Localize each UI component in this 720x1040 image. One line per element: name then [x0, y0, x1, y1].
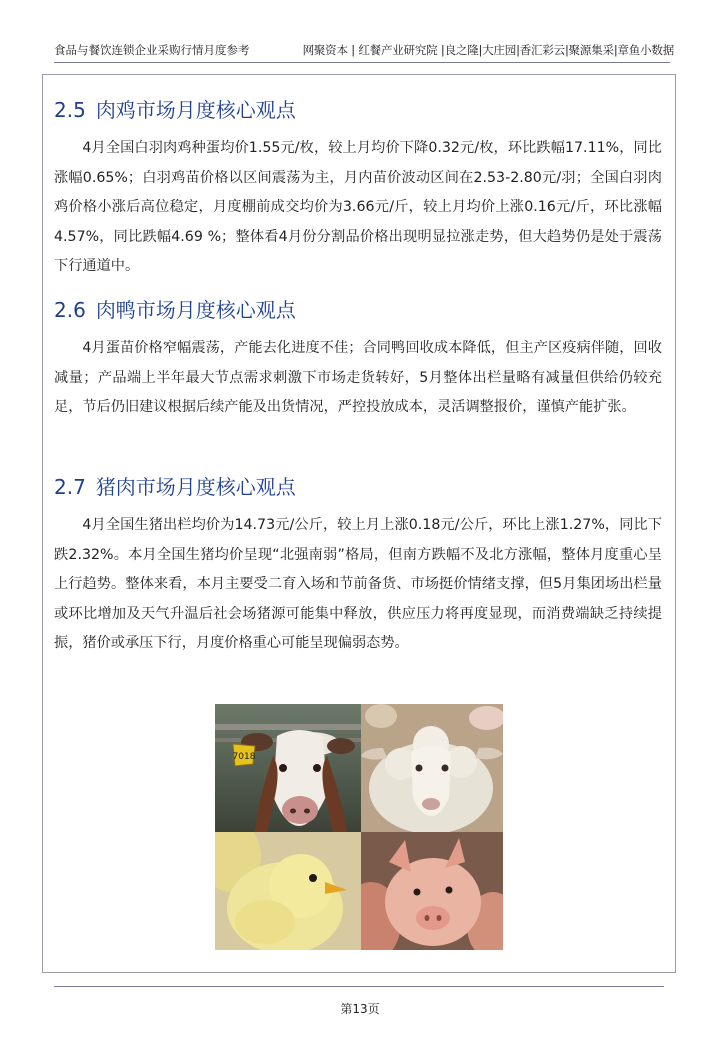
cow-photo: [215, 704, 361, 832]
header-left-title: 食品与餐饮连锁企业采购行情月度参考: [54, 43, 250, 57]
page-header: [54, 40, 674, 62]
chick-photo: [215, 832, 361, 950]
section-title: 肉鸡市场月度核心观点: [95, 98, 296, 122]
pig-photo: [361, 832, 503, 950]
sheep-photo: [361, 704, 503, 832]
section-heading-duck: [54, 294, 296, 323]
section-heading-pork: [54, 471, 296, 500]
livestock-photo-collage: [215, 704, 503, 950]
section-heading-broiler: [54, 94, 296, 123]
section-paragraph-pork: 4月全国生猪出栏均价为14.73元/公斤，较上月上涨0.18元/公斤，环比上涨1.27%，同比下跌2.32%。本月全国生猪均价呈现“北强南弱”格局，但南方跌幅不及北方涨幅，整体月度重心呈上行趋势。整体来看，本月主要受二育入场和节前备货、市场挺价情绪支撑，但5月集团场出栏量或环比增加及天气升温后社会场猪源可能集中释放，供应压力将再度显现，而消费端缺乏持续提振，猪价或承压下行，月度价格重心可能呈现偏弱态势。: [54, 517, 662, 651]
ear-tag-number: 7018: [232, 752, 256, 762]
header-divider: [54, 62, 670, 63]
section-number: 2.6: [54, 298, 86, 322]
section-number: 2.5: [54, 98, 86, 122]
header-right-sources: 网聚资本 | 红餐产业研究院 |良之隆|大庄园|香汇彩云|聚源集采|章鱼小数据: [302, 43, 674, 57]
footer-divider: [54, 986, 664, 987]
section-title: 猪肉市场月度核心观点: [95, 475, 296, 499]
page-number: 第13页: [340, 1002, 380, 1016]
section-title: 肉鸭市场月度核心观点: [95, 298, 296, 322]
section-paragraph-duck: 4月蛋苗价格窄幅震荡，产能去化进度不佳；合同鸭回收成本降低，但主产区疫病伴随，回收减量；产品端上半年最大节点需求刺激下市场走货转好，5月整体出栏量略有减量但供给仍较充足，节后仍旧建议根据后续产能及出货情况，严控投放成本，灵活调整报价，谨慎产能扩张。: [54, 340, 662, 415]
section-paragraph-broiler: 4月全国白羽肉鸡种蛋均价1.55元/枚，较上月均价下降0.32元/枚，环比跌幅17.11%，同比涨幅0.65%；白羽鸡苗价格以区间震荡为主，月内苗价波动区间在2.53-2.80元/羽；全国白羽肉鸡价格小涨后高位稳定，月度棚前成交均价为3.66元/斤，较上月均价上涨0.16元/斤，环比涨幅4.57%，同比跌幅4.69 %；整体看4月份分割品价格出现明显拉涨走势，但大趋势仍是处于震荡下行通道中。: [54, 140, 662, 274]
section-number: 2.7: [54, 475, 86, 499]
